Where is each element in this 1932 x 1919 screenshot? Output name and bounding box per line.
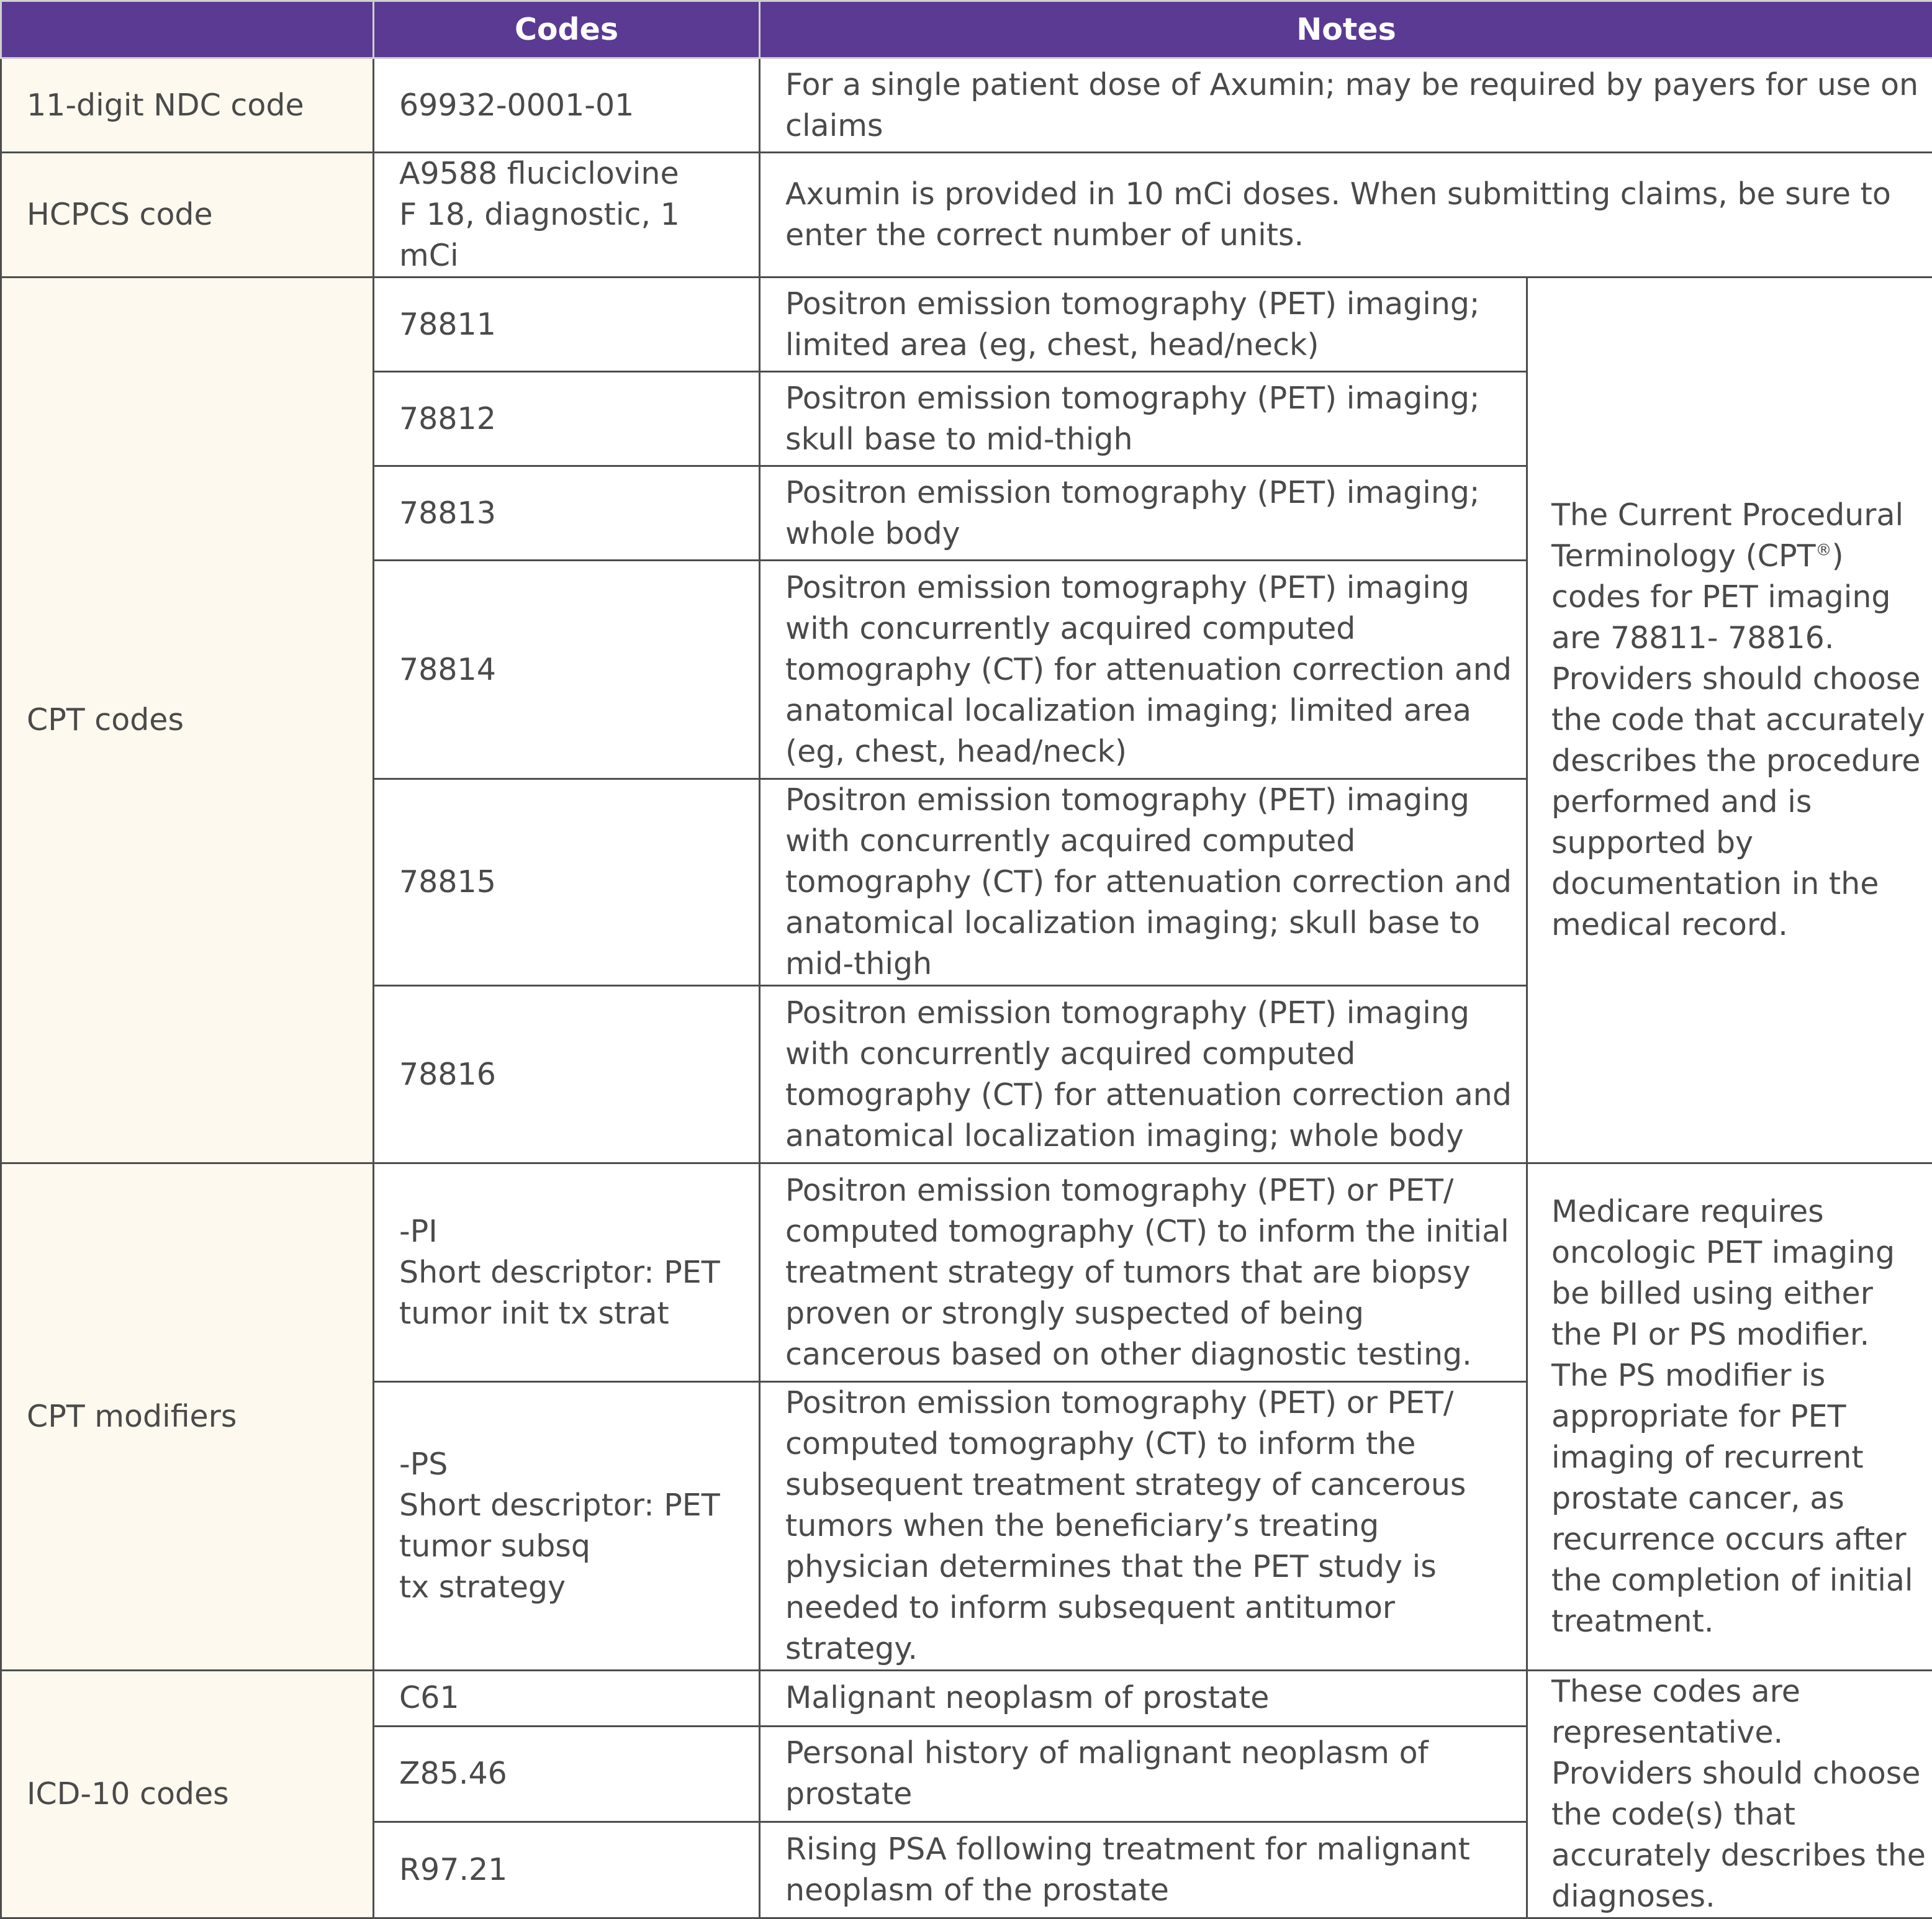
cpt-summary-text-start: The Current Procedural Terminology (CPT <box>1551 497 1903 574</box>
note-cell: Positron emission tomography (PET) imaging; skull base to mid-thigh <box>760 372 1527 466</box>
code-cell: 78816 <box>374 986 760 1163</box>
header-category <box>1 1 374 58</box>
modifiers-summary: Medicare requires oncologic PET imaging be billed using either the PI or PS modifier. The PS modifier is appropriate for PET imaging of recurrent prostate cancer, as recurrence occurs after the completion of initial treatment. <box>1527 1163 1932 1671</box>
row-label-modifiers: CPT modifiers <box>1 1163 374 1671</box>
note-cell: For a single patient dose of Axumin; may be required by payers for use on claims <box>760 58 1932 153</box>
code-cell: -PI Short descriptor: PET tumor init tx strat <box>374 1163 760 1382</box>
table-row <box>1 278 1932 372</box>
note-cell: Positron emission tomography (PET) or PET/ computed tomography (CT) to inform the subsequent treatment strategy of cancerous tumors when the beneficiary’s treating physician determines that the PET study is needed to inform subsequent antitumor strategy. <box>760 1382 1527 1671</box>
table-row <box>1 58 1932 153</box>
row-label-icd: ICD-10 codes <box>1 1671 374 1918</box>
note-cell: Positron emission tomography (PET) imaging; whole body <box>760 466 1527 561</box>
note-cell: Positron emission tomography (PET) or PET/ computed tomography (CT) to inform the initial treatment strategy of tumors that are biopsy proven or strongly suspected of being cancerous based on other diagnostic testing. <box>760 1163 1527 1382</box>
note-cell: Positron emission tomography (PET) imaging with concurrently acquired computed tomography (CT) for attenuation correction and anatomical localization imaging; skull base to mid-thigh <box>760 779 1527 986</box>
code-cell: -PS Short descriptor: PET tumor subsq tx strategy <box>374 1382 760 1671</box>
code-cell: 78815 <box>374 779 760 986</box>
header-row <box>1 1 1932 58</box>
note-cell: Positron emission tomography (PET) imaging with concurrently acquired computed tomography (CT) for attenuation correction and anatomical localization imaging; limited area (eg, chest, head/neck) <box>760 561 1527 779</box>
note-cell: Positron emission tomography (PET) imaging; limited area (eg, chest, head/neck) <box>760 278 1527 372</box>
note-cell: Malignant neoplasm of prostate <box>760 1671 1527 1727</box>
table-row <box>1 153 1932 278</box>
code-cell: R97.21 <box>374 1822 760 1918</box>
cpt-summary <box>1527 278 1932 1163</box>
icd-summary: These codes are representative. Providers should choose the code(s) that accurately describes the diagnoses. <box>1527 1671 1932 1918</box>
row-label-cpt: CPT codes <box>1 278 374 1163</box>
code-cell: 78813 <box>374 466 760 561</box>
table-row <box>1 1163 1932 1382</box>
note-cell: Personal history of malignant neoplasm of prostate <box>760 1726 1527 1822</box>
code-cell: 69932-0001-01 <box>374 58 760 153</box>
code-cell: 78814 <box>374 561 760 779</box>
note-cell: Rising PSA following treatment for malignant neoplasm of the prostate <box>760 1822 1527 1918</box>
registered-mark: ® <box>1816 541 1832 560</box>
code-cell: 78812 <box>374 372 760 466</box>
cpt-summary-text-end: ) codes for PET imaging are 78811- 78816. Providers should choose the code that accurately describes the procedure performed and is supported by documentation in the medical record. <box>1551 538 1925 942</box>
row-label-hcpcs: HCPCS code <box>1 153 374 278</box>
note-cell: Axumin is provided in 10 mCi doses. When submitting claims, be sure to enter the correct number of units. <box>760 153 1932 278</box>
header-notes: Notes <box>760 1 1932 58</box>
code-cell: Z85.46 <box>374 1726 760 1822</box>
note-cell: Positron emission tomography (PET) imaging with concurrently acquired computed tomography (CT) for attenuation correction and anatomical localization imaging; whole body <box>760 986 1527 1163</box>
header-codes: Codes <box>374 1 760 58</box>
code-cell: C61 <box>374 1671 760 1727</box>
row-label-ndc: 11-digit NDC code <box>1 58 374 153</box>
table-row <box>1 1671 1932 1727</box>
code-cell: 78811 <box>374 278 760 372</box>
code-cell: A9588 fluciclovine F 18, diagnostic, 1 mCi <box>374 153 760 278</box>
